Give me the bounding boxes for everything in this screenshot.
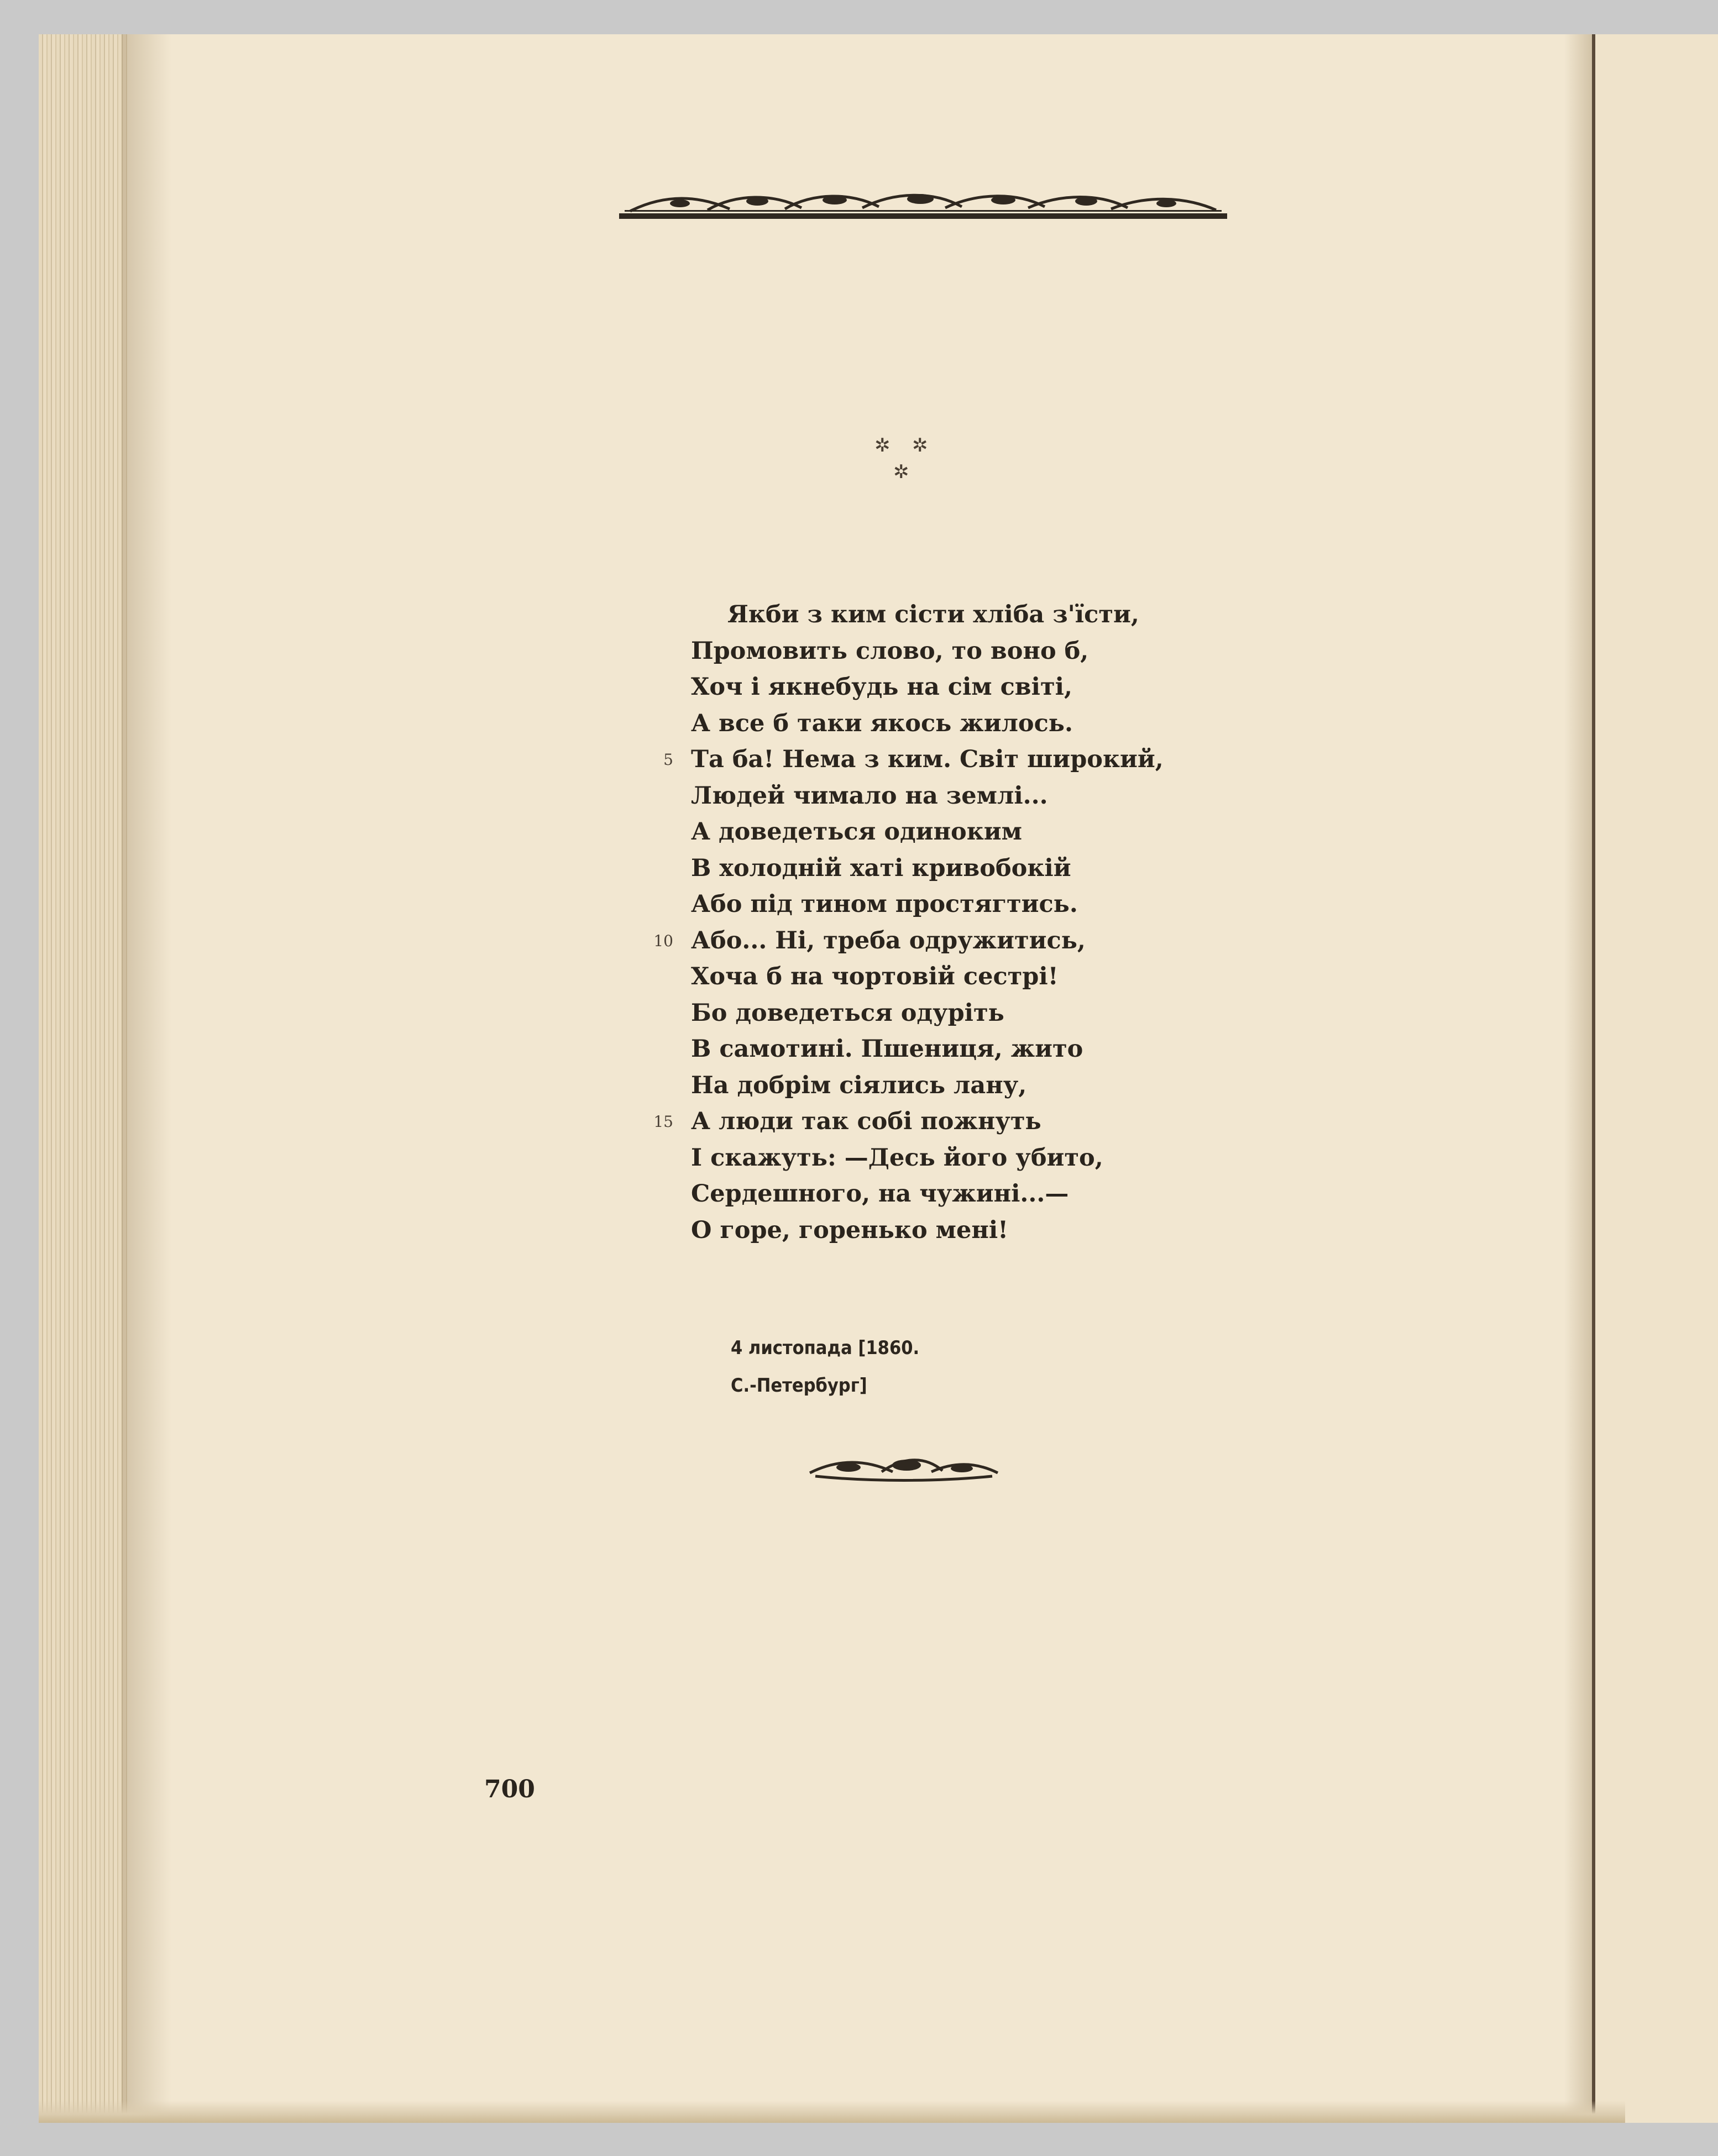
- verse-text: І скажуть: —Десь його убито,: [691, 1143, 1103, 1172]
- line-number: 10: [653, 931, 673, 950]
- verse-line: [691, 1140, 1410, 1177]
- verse-line: [691, 1213, 1410, 1249]
- poem-text: [653, 597, 1410, 1249]
- verse-text: О горе, горенько мені!: [691, 1216, 1009, 1244]
- verse-text: Або під тином простягтись.: [691, 890, 1078, 918]
- verse-line: [691, 814, 1410, 851]
- verse-line: [653, 923, 1410, 959]
- verse-line: [653, 1104, 1410, 1140]
- bottom-edge: [39, 2101, 1625, 2123]
- verse-text: В холодній хаті кривобокій: [691, 854, 1071, 882]
- verse-line: [691, 597, 1410, 633]
- poem-dateline: [731, 1329, 919, 1404]
- verse-line: [691, 851, 1410, 887]
- verse-line: [691, 669, 1410, 706]
- dateline-place: С.-Петербург]: [731, 1375, 867, 1397]
- verse-text: Якби з ким сісти хліба з'їсти,: [727, 601, 1139, 628]
- next-page-edge: [1592, 34, 1718, 2123]
- verse-line: [691, 633, 1410, 670]
- verse-line: [691, 995, 1410, 1032]
- page-number: 700: [484, 1775, 535, 1803]
- verse-line: [691, 1031, 1410, 1068]
- next-page-shadow: [1564, 34, 1595, 2123]
- verse-text: Хоч і якнебудь на сім світі,: [691, 673, 1072, 701]
- verse-line: [691, 886, 1410, 923]
- verse-text: На добрім сіялись лану,: [691, 1071, 1027, 1099]
- gutter-shadow: [122, 34, 171, 2123]
- verse-line: [691, 1068, 1410, 1104]
- verse-text: Та ба! Нема з ким. Світ широкий,: [691, 746, 1164, 773]
- bottom-ornament-tailpiece: [804, 1451, 1003, 1489]
- star-icon: ✲: [874, 436, 891, 456]
- verse-line: [691, 959, 1410, 995]
- dateline-date: 4 листопада [1860.: [731, 1337, 920, 1359]
- verse-line: [663, 742, 1410, 778]
- verse-text: Промовить слово, то воно б,: [691, 637, 1089, 665]
- asterism-divider: [862, 434, 940, 495]
- verse-text: А люди так собі пожнуть: [691, 1108, 1041, 1135]
- line-number: 5: [663, 751, 673, 769]
- verse-text: Людей чимало на землі...: [691, 781, 1048, 810]
- verse-text: А все б таки якось жилось.: [691, 709, 1073, 737]
- verse-text: Бо доведеться одуріть: [691, 999, 1004, 1027]
- page-edges: [39, 34, 127, 2123]
- verse-text: Або... Ні, треба одружитись,: [691, 926, 1086, 954]
- verse-text: Сердешного, на чужині...—: [691, 1180, 1069, 1208]
- verse-text: В самотині. Пшениця, жито: [691, 1035, 1083, 1063]
- verse-text: Хоча б на чортовій сестрі!: [691, 963, 1059, 990]
- verse-text: А доведеться одиноким: [691, 818, 1023, 846]
- line-number: 15: [653, 1113, 673, 1131]
- verse-line: [691, 778, 1410, 815]
- top-ornament-headpiece: [619, 189, 1227, 228]
- star-icon: ✲: [893, 462, 909, 482]
- star-icon: ✲: [912, 436, 928, 456]
- verse-line: [691, 706, 1410, 742]
- verse-line: [691, 1176, 1410, 1213]
